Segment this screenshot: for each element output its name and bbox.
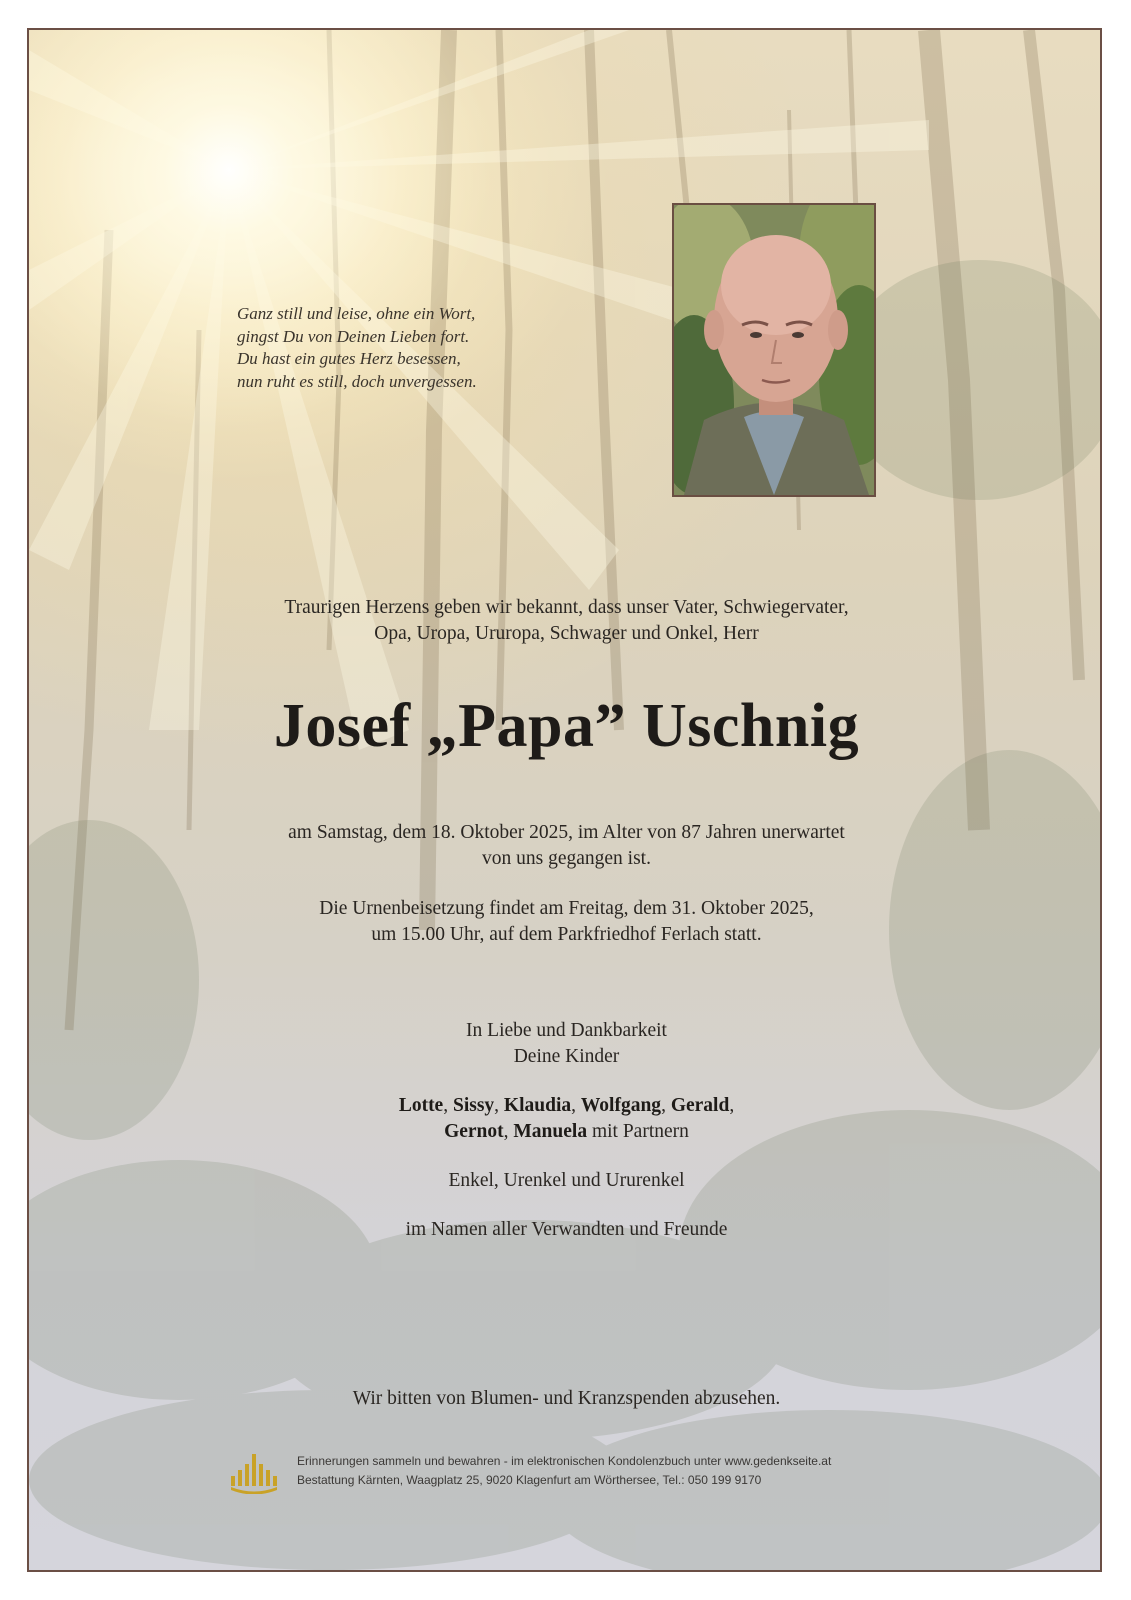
death-line: von uns gegangen ist. — [482, 848, 651, 869]
obituary-page — [27, 28, 1102, 1572]
poem-line: Ganz still und leise, ohne ein Wort, — [237, 304, 476, 323]
grandchildren-line: Enkel, Urenkel und Ururenkel — [448, 1170, 685, 1191]
child-name: Klaudia — [503, 1095, 572, 1116]
child-name: Manuela — [513, 1121, 588, 1142]
death-line: am Samstag, dem 18. Oktober 2025, im Alter von 87 Jahren unerwartet — [288, 822, 845, 843]
poem-line: Du hast ein gutes Herz besessen, — [237, 349, 461, 368]
funeral-notice — [29, 896, 1102, 948]
death-notice — [29, 820, 1102, 872]
footer — [229, 1448, 929, 1498]
child-name: Gernot — [444, 1121, 504, 1142]
portrait-photo — [672, 203, 876, 497]
partners-text: mit Partnern — [587, 1121, 689, 1142]
announcement-intro — [29, 595, 1102, 647]
mourners-heading — [29, 1018, 1102, 1070]
relatives-line: im Namen aller Verwandten und Freunde — [405, 1219, 728, 1240]
bestattung-logo-icon — [229, 1450, 283, 1494]
poem-line: gingst Du von Deinen Lieben fort. — [237, 326, 470, 346]
child-name: Sissy — [452, 1095, 495, 1116]
footer-line: Bestattung Kärnten, Waagplatz 25, 9020 Klagenfurt am Wörthersee, Tel.: 050 199 9170 — [297, 1472, 762, 1487]
footer-text — [297, 1452, 831, 1489]
mourners-line: Deine Kinder — [513, 1046, 620, 1067]
child-name: Wolfgang — [580, 1095, 662, 1116]
sun-rays — [29, 30, 1102, 1572]
funeral-line: um 15.00 Uhr, auf dem Parkfriedhof Ferlach statt. — [371, 924, 762, 945]
deceased-name: Josef „Papa” Uschnig — [273, 692, 860, 760]
mourners-line: In Liebe und Dankbarkeit — [466, 1020, 667, 1041]
children-list: Lotte, Sissy, Klaudia, Wolfgang, Gerald, Gernot, Manuela mit Partnern — [398, 1095, 735, 1142]
flowers-note: Wir bitten von Blumen- und Kranzspenden abzusehen. — [352, 1388, 781, 1409]
footer-line: Erinnerungen sammeln und bewahren - im elektronischen Kondolenzbuch unter www.gedenkseite.at — [297, 1454, 832, 1468]
poem-line: nun ruht es still, doch unvergessen. — [237, 371, 477, 391]
child-name: Lotte — [398, 1095, 444, 1116]
poem — [237, 303, 557, 393]
intro-line: Opa, Uropa, Ururopa, Schwager und Onkel, Herr — [374, 623, 759, 644]
intro-line: Traurigen Herzens geben wir bekannt, dass unser Vater, Schwiegervater, — [284, 597, 849, 618]
portrait-image — [674, 205, 874, 495]
funeral-line: Die Urnenbeisetzung findet am Freitag, dem 31. Oktober 2025, — [319, 898, 814, 919]
child-name: Gerald — [670, 1095, 730, 1116]
